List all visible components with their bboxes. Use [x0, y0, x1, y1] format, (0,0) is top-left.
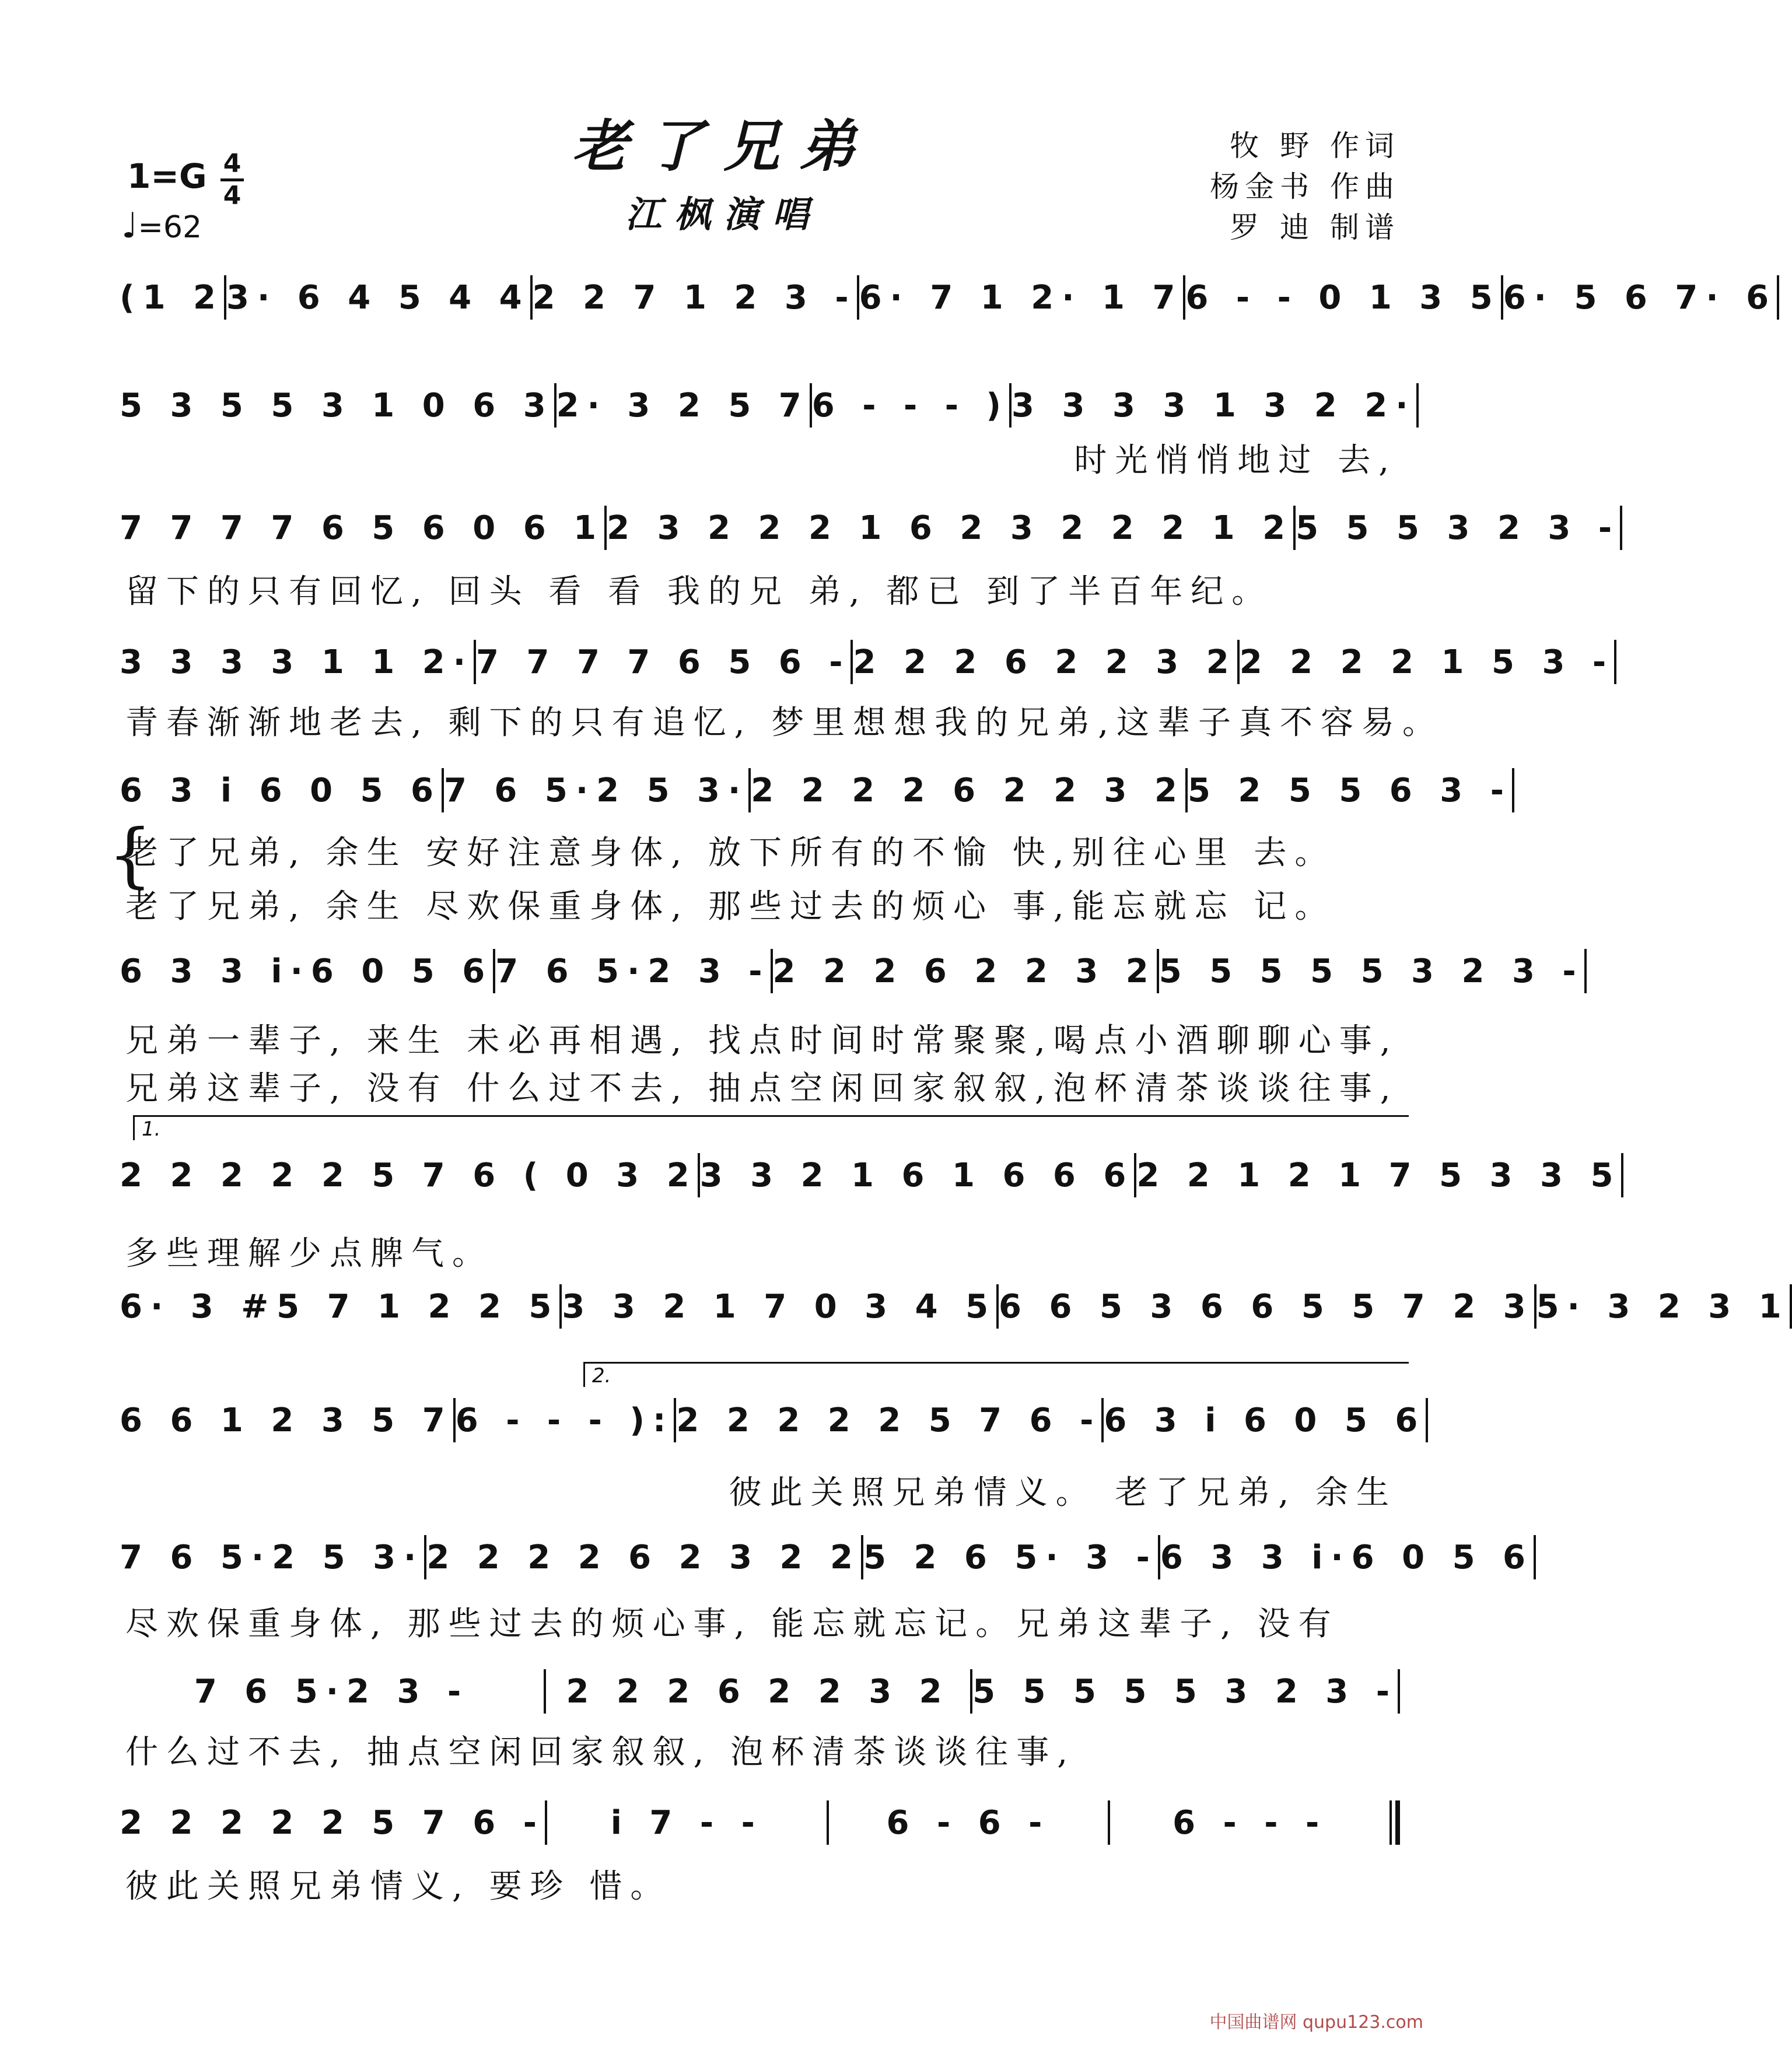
notator-credit: 罗 迪 制谱: [1230, 211, 1400, 244]
quarter-note-icon: ♩: [121, 205, 138, 246]
measure: 2 2 2 2 6 2 3 2 2: [426, 1538, 861, 1576]
measure: 2 2 2 6 2 2 3 2: [772, 952, 1157, 990]
barline: [1426, 1398, 1428, 1442]
barline: [1614, 640, 1616, 684]
measure: 7 6 5·2 5 3·: [443, 771, 749, 810]
time-signature: [220, 150, 244, 209]
measure: 2 2 7 1 2 3 -: [532, 278, 857, 317]
measure: 6 3 i 6 0 5 6: [120, 771, 442, 810]
lyric-line: 老了兄弟, 余生 尽欢保重身体, 那些过去的烦心 事,能忘就忘 记。: [125, 888, 1336, 926]
barline: [1398, 1669, 1400, 1714]
measure: 3 3 2 1 7 0 3 4 5: [562, 1287, 997, 1326]
measure: 6 3 3 i·6 0 5 6: [1160, 1538, 1534, 1576]
measure: 5 2 5 5 6 3 -: [1187, 771, 1512, 810]
measure: 6 - 6 -: [886, 1803, 1051, 1842]
measure: 5 5 5 5 5 3 2 3 -: [1158, 952, 1584, 990]
notation-row: [120, 265, 1777, 330]
notation-row: [120, 1143, 1622, 1207]
measure: 7 6 5·2 5 3·: [120, 1538, 425, 1576]
barline: [1620, 506, 1622, 550]
notation-row: [120, 496, 1620, 560]
measure: 6 - - - ):: [455, 1401, 674, 1439]
measure: 6 - - 0 1 3 5: [1185, 278, 1501, 317]
measure: 3 3 3 3 1 1 2·: [120, 643, 474, 681]
measure: 5 5 5 5 5 3 2 3 -: [972, 1672, 1398, 1711]
measure: 7 7 7 7 6 5 6 -: [476, 643, 851, 681]
key-signature: 1=G: [127, 156, 207, 196]
measure: 5 3 5 5 3 1 0 6 3: [120, 386, 554, 425]
measure: (1 2: [120, 278, 225, 317]
lyric-line: 留下的只有回忆, 回头 看 看 我的兄 弟, 都已 到了半百年纪。: [125, 573, 1273, 611]
measure: 2 2 2 6 2 2 3 2: [853, 643, 1237, 681]
barline: [1390, 1800, 1400, 1845]
notation-row: [120, 758, 1512, 822]
singer-credit: 江枫演唱: [625, 193, 821, 236]
measure: 7 6 5·2 3 -: [194, 1672, 470, 1711]
lyric-line: 青春渐渐地老去, 剩下的只有追忆, 梦里想想我的兄弟,这辈子真不容易。: [125, 704, 1444, 742]
lyric-line: 兄弟这辈子, 没有 什么过不去, 抽点空闲回家叙叙,泡杯清茶谈谈往事,: [125, 1070, 1399, 1108]
first-ending-bracket: 1.: [133, 1115, 1409, 1140]
measure: 6· 3 #5 7 1 2 2 5: [120, 1287, 560, 1326]
notation-row: [120, 630, 1615, 694]
lyric-line: 彼此关照兄弟情义。 老了兄弟, 余生: [729, 1474, 1397, 1512]
lyric-line: 尽欢保重身体, 那些过去的烦心事, 能忘就忘记。兄弟这辈子, 没有: [125, 1605, 1339, 1643]
tempo-value: =62: [138, 210, 202, 245]
measure: 2· 3 2 5 7: [556, 386, 810, 425]
barline: [1512, 768, 1514, 812]
lyric-line: 彼此关照兄弟情义, 要珍 惜。: [125, 1868, 671, 1905]
measure: 3 3 2 1 6 1 6 6 6: [699, 1156, 1135, 1194]
measure: 7 7 7 7 6 5 6 0 6 1: [120, 509, 605, 547]
tempo-marking: [121, 205, 202, 246]
measure: i 7 - -: [610, 1803, 763, 1842]
barline: [1534, 1535, 1536, 1579]
notation-row: [120, 1388, 1426, 1452]
watermark: 中国曲谱网 qupu123.com: [1209, 2012, 1423, 2033]
lyricist-credit: 牧 野 作词: [1230, 129, 1400, 163]
time-bottom: 4: [223, 181, 242, 211]
measure: 5 5 5 3 2 3 -: [1296, 509, 1620, 547]
measure: 2 2 1 2 1 7 5 3 3 5: [1136, 1156, 1622, 1194]
barline: [1790, 1284, 1792, 1329]
measure: 6 3 3 i·6 0 5 6: [120, 952, 494, 990]
measure: 2 3 2 2 2 1 6 2 3 2 2 2 1 2: [607, 509, 1294, 547]
notation-row: [120, 1525, 1534, 1589]
verse-brace: {: [108, 815, 153, 896]
measure: 2 2 2 2 1 5 3 -: [1239, 643, 1615, 681]
notation-row: [120, 1659, 1400, 1723]
time-top: 4: [223, 149, 242, 178]
lyric-line: 老了兄弟, 余生 安好注意身体, 放下所有的不愉 快,别往心里 去。: [125, 834, 1336, 872]
measure: 5· 3 2 3 1: [1536, 1287, 1790, 1326]
measure: 2 2 2 2 2 5 7 6 ( 0 3 2: [120, 1156, 698, 1194]
lyric-line: 兄弟一辈子, 来生 未必再相遇, 找点时间时常聚聚,喝点小酒聊聊心事,: [125, 1022, 1399, 1060]
lyric-line: 多些理解少点脾气。: [125, 1235, 493, 1273]
measure: 6 3 i 6 0 5 6: [1104, 1401, 1426, 1439]
measure: 2 2 2 6 2 2 3 2: [566, 1672, 950, 1711]
measure: 2 2 2 2 2 5 7 6 -: [120, 1803, 545, 1842]
measure: 6 - - -: [1172, 1803, 1328, 1842]
measure: 5 2 6 5· 3 -: [863, 1538, 1158, 1576]
measure: 6· 7 1 2· 1 7: [859, 278, 1184, 317]
measure: 2 2 2 2 2 5 7 6 -: [676, 1401, 1102, 1439]
notation-row: [120, 1791, 1400, 1855]
second-ending-bracket: 2.: [583, 1362, 1409, 1387]
song-title: 老了兄弟: [572, 113, 875, 179]
lyric-line: 时光悄悄地过 去,: [1074, 442, 1397, 479]
barline: [1416, 383, 1419, 428]
measure: 6 6 1 2 3 5 7: [120, 1401, 453, 1439]
barline: [1584, 949, 1587, 993]
notation-row: [120, 939, 1584, 1003]
composer-credit: 杨金书 作曲: [1210, 170, 1400, 204]
notation-row: [120, 373, 1416, 437]
measure: 6 6 5 3 6 6 5 5 7 2 3: [999, 1287, 1534, 1326]
measure: 6 - - - ): [811, 386, 1010, 425]
notation-row: [120, 1274, 1790, 1339]
measure: 3 3 3 3 1 3 2 2·: [1012, 386, 1416, 425]
barline: [1777, 275, 1779, 320]
lyric-line: 什么过不去, 抽点空闲回家叙叙, 泡杯清茶谈谈往事,: [125, 1733, 1076, 1771]
measure: 7 6 5·2 3 -: [495, 952, 771, 990]
measure: 6· 5 6 7· 6: [1503, 278, 1777, 317]
measure: 2 2 2 2 6 2 2 3 2: [751, 771, 1185, 810]
barline: [1621, 1153, 1623, 1197]
measure: 3· 6 4 5 4 4: [226, 278, 530, 317]
